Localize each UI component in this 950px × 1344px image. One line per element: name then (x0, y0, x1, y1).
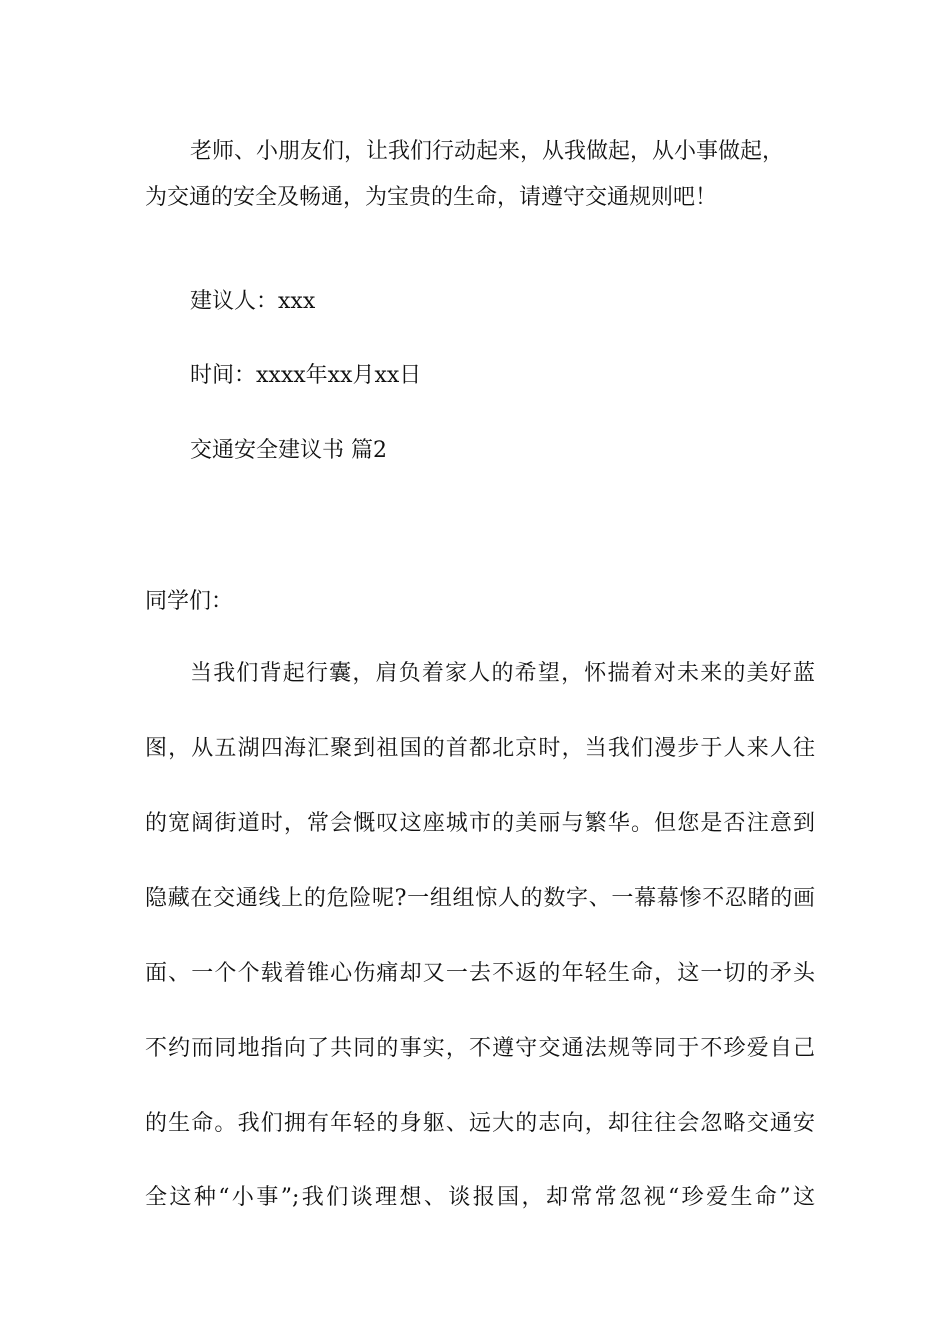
paragraph2-line-3: 的宽阔街道时，常会慨叹这座城市的美丽与繁华。但您是否注意到 (145, 811, 815, 836)
paragraph2-line-1: 当我们背起行囊，肩负着家人的希望，怀揣着对未来的美好蓝 (190, 661, 815, 686)
paragraph2-line-4: 隐藏在交通线上的危险呢?一组组惊人的数字、一幕幕惨不忍睹的画 (145, 886, 815, 911)
date-line: 时间：xxxx年xx月xx日 (190, 363, 422, 388)
paragraph2-line-7: 的生命。我们拥有年轻的身躯、远大的志向，却往往会忽略交通安 (145, 1111, 815, 1136)
paragraph2-line-2: 图，从五湖四海汇聚到祖国的首都北京时，当我们漫步于人来人往 (145, 736, 815, 761)
salutation: 同学们： (145, 589, 234, 614)
paragraph2-line-8: 全这种“小事”;我们谈理想、谈报国，却常常忽视“珍爱生命”这 (145, 1185, 815, 1210)
paragraph1-line-1: 老师、小朋友们，让我们行动起来，从我做起，从小事做起， (190, 139, 785, 164)
section-heading: 交通安全建议书 篇2 (190, 438, 387, 463)
paragraph2-line-6: 不约而同地指向了共同的事实，不遵守交通法规等同于不珍爱自己 (145, 1036, 815, 1061)
paragraph2-line-5: 面、一个个载着锥心伤痛却又一去不返的年轻生命，这一切的矛头 (145, 961, 815, 986)
proposer-line: 建议人：xxx (190, 289, 316, 314)
paragraph1-line-2: 为交通的安全及畅通，为宝贵的生命，请遵守交通规则吧！ (145, 185, 718, 210)
